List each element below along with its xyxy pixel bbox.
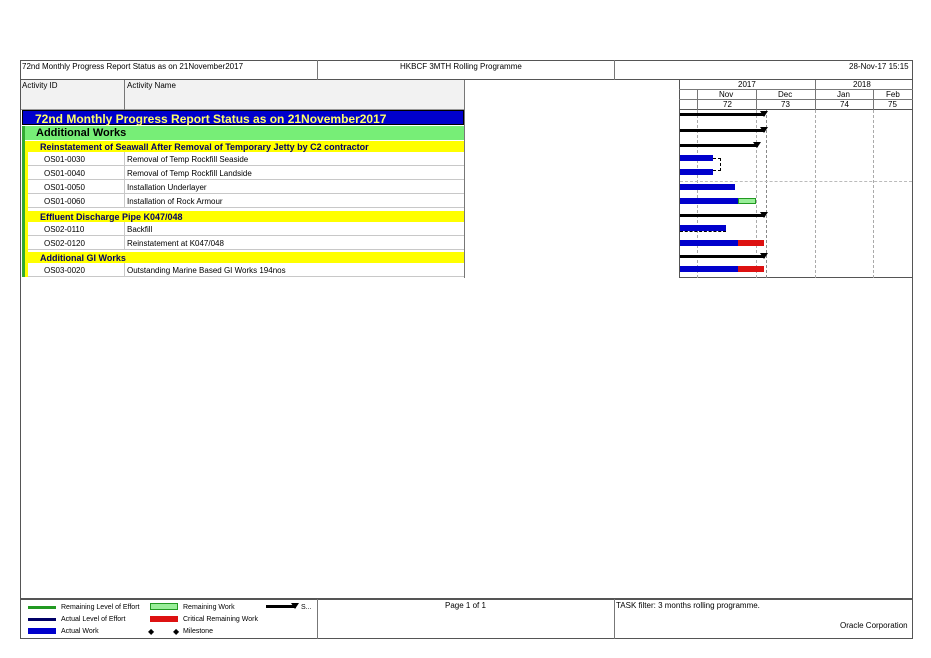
- actual-work-bar[interactable]: [680, 184, 735, 190]
- column-header-activity-name[interactable]: Activity Name: [127, 81, 176, 90]
- actual-work-bar[interactable]: [680, 198, 738, 204]
- header-center-title: HKBCF 3MTH Rolling Programme: [400, 62, 522, 71]
- section-effluent[interactable]: [22, 211, 464, 222]
- legend-critical-remaining: Critical Remaining Work: [183, 616, 258, 623]
- dependency-link: [713, 158, 721, 171]
- legend-summary-swatch: [266, 605, 296, 608]
- month-dec: Dec: [778, 90, 793, 99]
- legend-actual-work: Actual Work: [61, 628, 99, 635]
- activity-id: OS01-0040: [44, 169, 85, 178]
- legend-milestone: Milestone: [183, 628, 213, 635]
- activity-id: OS03-0020: [44, 266, 85, 275]
- table-row[interactable]: [22, 194, 464, 208]
- group-title: Additional Works: [36, 127, 127, 139]
- legend-summary: S...: [301, 604, 312, 611]
- column-header-activity-id[interactable]: Activity ID: [22, 81, 58, 90]
- activity-name: Backfill: [127, 225, 153, 234]
- critical-remaining-bar[interactable]: [738, 240, 764, 246]
- actual-work-bar[interactable]: [680, 169, 713, 175]
- task-filter: TASK filter: 3 months rolling programme.: [616, 601, 760, 610]
- summary-bar[interactable]: [680, 144, 758, 147]
- diamond-icon: ◆: [173, 627, 180, 636]
- month-jan: Jan: [837, 90, 850, 99]
- report-banner: [22, 110, 464, 125]
- legend-remaining-work-swatch: [150, 603, 178, 610]
- page-number: Page 1 of 1: [445, 601, 486, 610]
- activity-id: OS01-0030: [44, 155, 85, 164]
- section-seawall[interactable]: [22, 141, 464, 152]
- section-title: Additional GI Works: [40, 253, 126, 263]
- month-feb: Feb: [886, 90, 900, 99]
- activity-name: Outstanding Marine Based GI Works 194nos: [127, 266, 286, 275]
- table-row[interactable]: [22, 152, 464, 166]
- legend-critical-remaining-swatch: [150, 616, 178, 622]
- legend-remaining-loe: Remaining Level of Effort: [61, 604, 140, 611]
- timeline-header: [679, 80, 913, 110]
- section-title: Reinstatement of Seawall After Removal of Temporary Jetty by C2 contractor: [40, 142, 369, 152]
- critical-remaining-bar[interactable]: [738, 266, 764, 272]
- table-row[interactable]: [22, 166, 464, 180]
- activity-name: Reinstatement at K047/048: [127, 239, 224, 248]
- week-72: 72: [723, 100, 732, 109]
- summary-bar[interactable]: [680, 214, 765, 217]
- summary-bar[interactable]: [680, 113, 765, 116]
- column-header-bar: [21, 80, 464, 110]
- company-name: Oracle Corporation: [840, 621, 908, 630]
- activity-name: Removal of Temp Rockfill Landside: [127, 169, 252, 178]
- activity-id: OS01-0050: [44, 183, 85, 192]
- activity-id: OS02-0110: [44, 225, 85, 234]
- header-left-title: 72nd Monthly Progress Report Status as on 21November2017: [22, 62, 244, 71]
- actual-work-bar[interactable]: [680, 155, 713, 161]
- activity-id: OS01-0060: [44, 197, 85, 206]
- year-2018: 2018: [853, 80, 871, 89]
- activity-id: OS02-0120: [44, 239, 85, 248]
- actual-work-bar[interactable]: [680, 240, 738, 246]
- activity-name: Installation of Rock Armour: [127, 197, 223, 206]
- legend-actual-work-swatch: [28, 628, 56, 634]
- table-row[interactable]: [22, 263, 464, 277]
- activity-name: Installation Underlayer: [127, 183, 207, 192]
- legend-remaining-loe-swatch: [28, 606, 56, 609]
- legend-actual-loe: Actual Level of Effort: [61, 616, 126, 623]
- group-additional-works[interactable]: [22, 126, 464, 140]
- month-nov: Nov: [719, 90, 734, 99]
- table-row[interactable]: [22, 180, 464, 194]
- legend-actual-loe-swatch: [28, 618, 56, 621]
- actual-work-bar[interactable]: [680, 266, 738, 272]
- activity-name: Removal of Temp Rockfill Seaside: [127, 155, 249, 164]
- row-strip-yellow: [25, 141, 28, 277]
- legend-remaining-work: Remaining Work: [183, 604, 235, 611]
- section-gi-works[interactable]: [22, 252, 464, 263]
- year-2017: 2017: [738, 80, 756, 89]
- summary-bar[interactable]: [680, 255, 765, 258]
- dependency-link: [680, 231, 726, 232]
- gantt-area: [679, 110, 913, 278]
- diamond-icon: ◆: [148, 627, 155, 636]
- header-datetime: 28-Nov-17 15:15: [849, 63, 909, 71]
- report-banner-text: 72nd Monthly Progress Report Status as on 21November2017: [35, 112, 387, 126]
- remaining-work-bar[interactable]: [738, 198, 756, 204]
- summary-bar[interactable]: [680, 129, 765, 132]
- table-row[interactable]: [22, 222, 464, 236]
- table-row[interactable]: [22, 236, 464, 250]
- week-74: 74: [840, 100, 849, 109]
- week-73: 73: [781, 100, 790, 109]
- week-75: 75: [888, 100, 897, 109]
- section-title: Effluent Discharge Pipe K047/048: [40, 212, 183, 222]
